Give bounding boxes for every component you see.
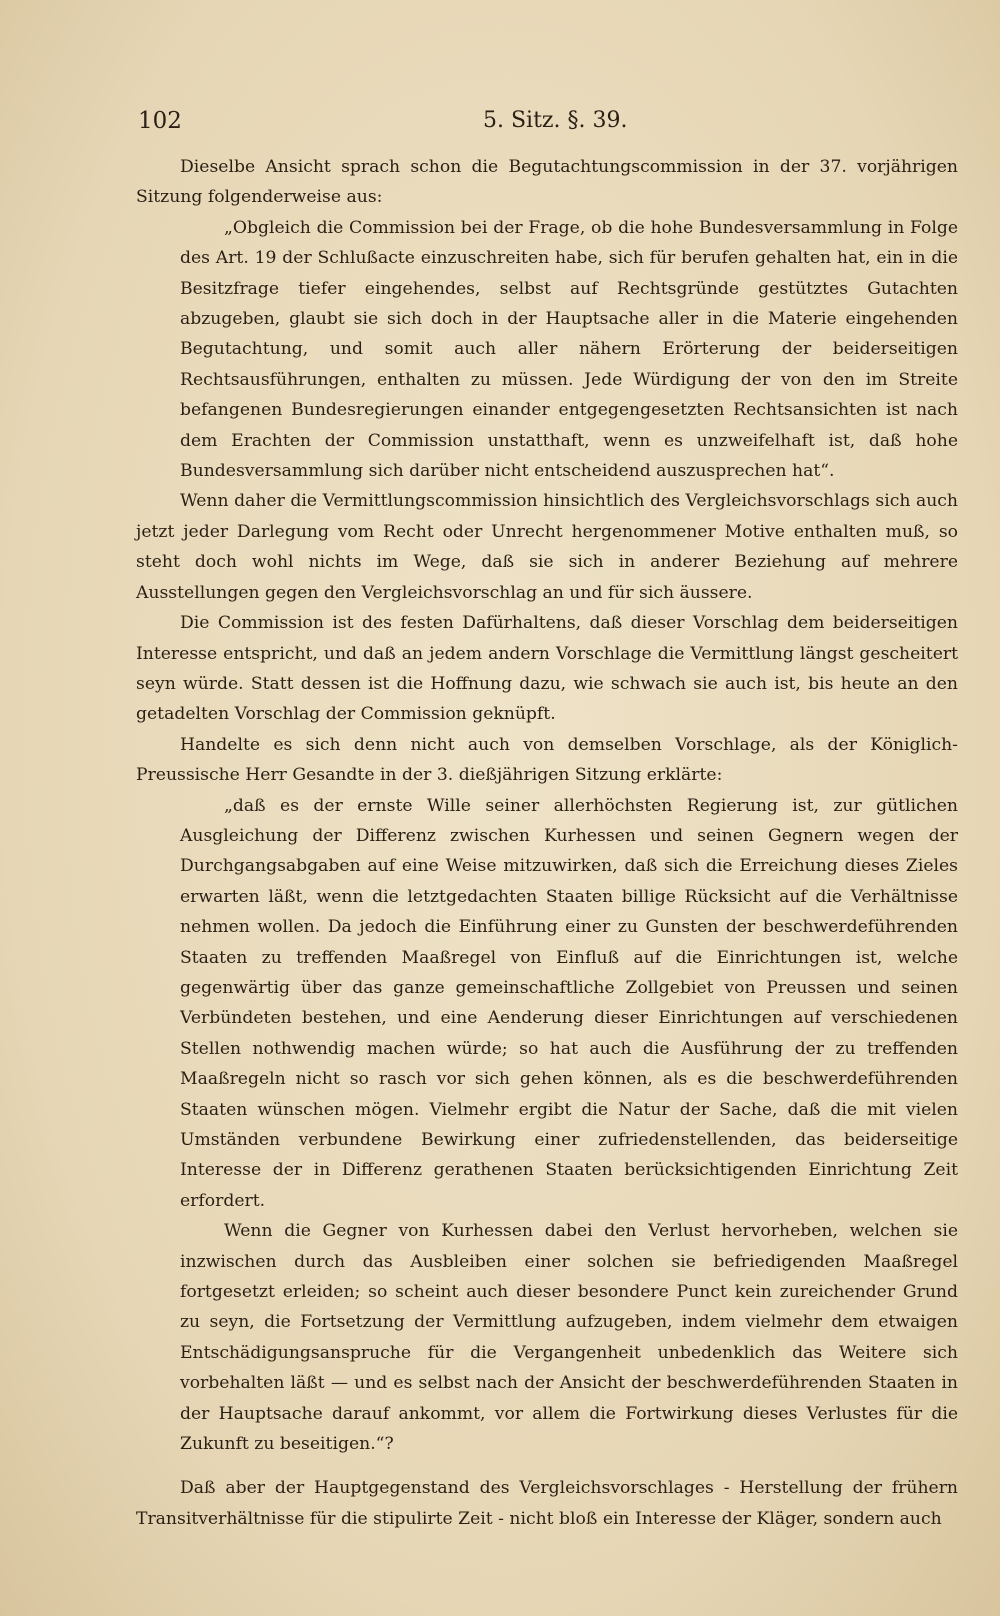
paragraph: Dieselbe Ansicht sprach schon die Begutachtungscommission in der 37. vorjährigen Sitzung folgenderweise aus: <box>136 157 958 208</box>
paragraph: Handelte es sich denn nicht auch von demselben Vorschlage, als der Königlich-Preussische Herr Gesandte in der 3. dießjährigen Sitzung erklärte: <box>136 734 958 786</box>
quoted-paragraph: Wenn die Gegner von Kurhessen dabei den Verlust hervorheben, welchen sie inzwischen durch das Ausbleiben einer solchen sie befriedigenden Maaßregel fortgesetzt erleiden; so scheint auch dieser besondere Punct kein zureichender Grund zu seyn, die Fortsetzung der Vermittlung aufzugeben, indem vielmehr dem etwaigen Entschädigungsanspruche für die Vergangenheit unbedenklich das Weitere sich vorbehalten läßt — und es selbst nach der Ansicht der beschwerdeführenden Staaten in der Hauptsache darauf ankommt, vor allem die Fortwirkung dieses Verlustes für die Zukunft zu beseitigen.“? <box>180 1221 958 1455</box>
paragraph-gap <box>136 1459 958 1473</box>
page-number: 102 <box>138 108 182 134</box>
paragraph: Die Commission ist des festen Dafürhaltens, daß dieser Vorschlag dem beiderseitigen Interesse entspricht, und daß an jedem andern Vorschlage die Vermittlung längst gescheitert seyn würde. Statt dessen ist die Hoffnung dazu, wie schwach sie auch ist, bis heute an den getadelten Vorschlag der Commission geknüpft. <box>136 613 958 725</box>
paragraph: Wenn daher die Vermittlungscommission hinsichtlich des Vergleichsvorschlags sich auch jetzt jeder Darlegung vom Recht oder Unrecht hergenommener Motive enthalten muß, so steht doch wohl nichts im Wege, daß sie sich in anderer Beziehung auf mehrere Ausstellungen gegen den Vergleichsvorschlag an und für sich äussere. <box>136 491 958 603</box>
page-header <box>138 108 945 142</box>
body-text <box>136 152 958 1534</box>
quoted-paragraph: „Obgleich die Commission bei der Frage, ob die hohe Bundesversammlung in Folge des Art. 19 der Schlußacte einzuschreiten habe, sich für berufen gehalten hat, ein in die Besitzfrage tiefer eingehendes, selbst auf Rechtsgründe gestütztes Gutachten abzugeben, glaubt sie sich doch in der Hauptsache aller in die Materie eingehenden Begutachtung, und somit auch aller nähern Erörterung der beiderseitigen Rechtsausführungen, enthalten zu müssen. Jede Würdigung der von den im Streite befangenen Bundesregierungen einander entgegengesetzten Rechtsansichten ist nach dem Erachten der Commission unstatthaft, wenn es unzweifelhaft ist, daß hohe Bundesversammlung sich darüber nicht entscheidend auszusprechen hat“. <box>180 217 958 482</box>
running-head: 5. Sitz. §. 39. <box>483 108 628 133</box>
paragraph: Daß aber der Hauptgegenstand des Vergleichsvorschlages - Herstellung der frühern Transitverhältnisse für die stipulirte Zeit - nicht bloß ein Interesse der Kläger, sondern auch <box>136 1478 958 1529</box>
quoted-paragraph: „daß es der ernste Wille seiner allerhöchsten Regierung ist, zur gütlichen Ausgleichung der Differenz zwischen Kurhessen und seinen Gegnern wegen der Durchgangsabgaben auf eine Weise mitzuwirken, daß sich die Erreichung dieses Zieles erwarten läßt, wenn die letztgedachten Staaten billige Rücksicht auf die Verhältnisse nehmen wollen. Da jedoch die Einführung einer zu Gunsten der beschwerdeführenden Staaten zu treffenden Maaßregel von Einfluß auf die Einrichtungen ist, welche gegenwärtig über das ganze gemeinschaftliche Zollgebiet von Preussen und seinen Verbündeten bestehen, und eine Aenderung dieser Einrichtungen auf verschiedenen Stellen nothwendig machen würde; so hat auch die Ausführung der zu treffenden Maaßregeln nicht so rasch vor sich gehen können, als es die beschwerdeführenden Staaten wünschen mögen. Vielmehr ergibt die Natur der Sache, daß die mit vielen Umständen verbundene Bewirkung einer zufriedenstellenden, das beiderseitige Interesse der in Differenz gerathenen Staaten berücksichtigenden Einrichtung Zeit erfordert. <box>180 795 958 1211</box>
